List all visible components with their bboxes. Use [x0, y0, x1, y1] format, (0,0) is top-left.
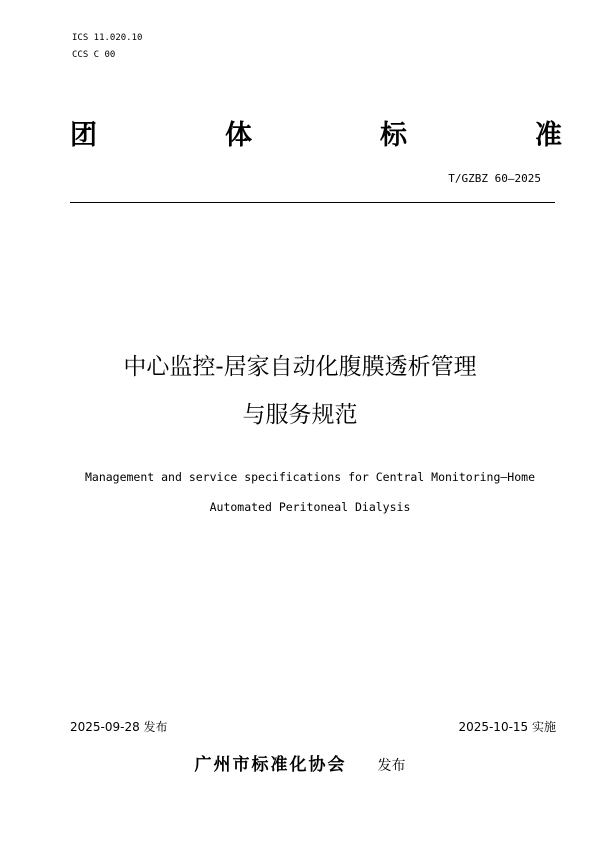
chinese-title-line-1: 中心监控-居家自动化腹膜透析管理: [123, 354, 477, 380]
implementation-date: 2025-10-15 实施: [458, 720, 556, 734]
classification-codes: [72, 30, 142, 64]
english-title-line-1: Management and service specifications for Central Monitoring—Home: [84, 470, 536, 484]
ccs-code: CCS C 00: [72, 50, 116, 60]
publish-label: 发布: [377, 758, 406, 774]
publisher-row: [0, 750, 600, 775]
header-divider: [70, 202, 555, 203]
english-title-line-2: Automated Peritoneal Dialysis: [209, 500, 411, 514]
ics-code: ICS 11.020.10: [72, 33, 143, 43]
publisher-name: 广州市标准化协会: [194, 755, 347, 775]
standard-type-heading: [70, 113, 562, 152]
standard-type-char: 团: [70, 120, 97, 151]
chinese-title-line-2: 与服务规范: [242, 402, 358, 428]
standard-number: T/GZBZ 60—2025: [448, 172, 541, 185]
standard-type-char: 准: [535, 120, 562, 151]
standard-type-char: 标: [380, 120, 407, 151]
release-date: 2025-09-28 发布: [70, 720, 168, 734]
standard-type-char: 体: [225, 120, 252, 151]
